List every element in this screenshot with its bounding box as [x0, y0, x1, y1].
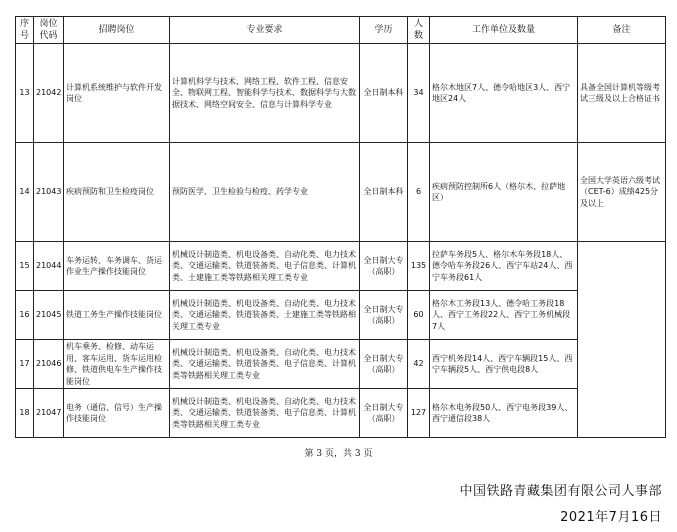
- cell-units: 格尔木工务段13人、德令哈工务段18人、西宁工务段22人、西宁工务机械段7人: [430, 291, 578, 340]
- header-seq: 序号: [16, 17, 34, 44]
- cell-seq: 16: [16, 291, 34, 340]
- cell-major: 预防医学、卫生检验与检疫、药学专业: [170, 143, 360, 242]
- table-row: [16, 340, 666, 389]
- issuing-organization: 中国铁路青藏集团有限公司人事部: [459, 484, 662, 499]
- header-units: 工作单位及数量: [430, 17, 578, 44]
- cell-post: 车务运转、车务调车、货运作业生产操作技能岗位: [64, 242, 170, 291]
- cell-seq: 14: [16, 143, 34, 242]
- header-post: 招聘岗位: [64, 17, 170, 44]
- cell-seq: 13: [16, 44, 34, 143]
- cell-count: 135: [408, 242, 430, 291]
- cell-code: 21042: [34, 44, 64, 143]
- cell-major: 机械设计制造类、机电设备类、自动化类、电力技术类、交通运输类、铁道装备类、电子信息类、计算机类等铁路相关理工类专业: [170, 340, 360, 389]
- cell-notes: [578, 242, 666, 438]
- header-edu: 学历: [360, 17, 408, 44]
- cell-edu: 全日制大专（高职）: [360, 242, 408, 291]
- cell-seq: 17: [16, 340, 34, 389]
- cell-code: 21043: [34, 143, 64, 242]
- cell-post: 电务（通信、信号）生产操作技能岗位: [64, 389, 170, 438]
- cell-post: 机车乘务、检修、动车运用、客车运用、货车运用检修、铁道供电车生产操作技能岗位: [64, 340, 170, 389]
- table-header-row: [16, 17, 666, 44]
- cell-edu: 全日制本科: [360, 44, 408, 143]
- cell-edu: 全日制大专（高职）: [360, 389, 408, 438]
- recruitment-table: [15, 16, 666, 438]
- cell-post: 计算机系统维护与软件开发岗位: [64, 44, 170, 143]
- cell-edu: 全日制大专（高职）: [360, 340, 408, 389]
- cell-edu: 全日制本科: [360, 143, 408, 242]
- cell-units: 西宁机务段14人、西宁车辆段15人、西宁车辆段5人、西宁供电段8人: [430, 340, 578, 389]
- cell-units: 格尔木电务段50人、西宁电务段39人、西宁通信段38人: [430, 389, 578, 438]
- table-row: [16, 291, 666, 340]
- cell-major: 计算机科学与技术、网络工程、软件工程、信息安全、物联网工程、智能科学与技术、数据科学与大数据技术、网络空间安全、信息与计算科学专业: [170, 44, 360, 143]
- cell-seq: 15: [16, 242, 34, 291]
- cell-code: 21046: [34, 340, 64, 389]
- cell-count: 6: [408, 143, 430, 242]
- cell-units: 拉萨车务段5人、格尔木车务段18人、德令哈车务段26人、西宁车站24人、西宁车务段61人: [430, 242, 578, 291]
- cell-count: 34: [408, 44, 430, 143]
- header-code: 岗位代码: [34, 17, 64, 44]
- cell-major: 机械设计制造类、机电设备类、自动化类、电力技术类、交通运输类、铁道装备类、电子信息类、计算机类等铁路相关理工类专业: [170, 389, 360, 438]
- cell-major: 机械设计制造类、机电设备类、自动化类、电力技术类、交通运输类、铁道装备类、土建施工类等铁路相关理工类专业: [170, 291, 360, 340]
- cell-seq: 18: [16, 389, 34, 438]
- issue-date: 2021年7月16日: [560, 510, 662, 525]
- cell-code: 21045: [34, 291, 64, 340]
- cell-edu: 全日制大专（高职）: [360, 291, 408, 340]
- cell-count: 60: [408, 291, 430, 340]
- cell-count: 127: [408, 389, 430, 438]
- cell-units: 疾病预防控制所6人（格尔木、拉萨地区）: [430, 143, 578, 242]
- cell-notes: 具备全国计算机等级考试三级及以上合格证书: [578, 44, 666, 143]
- cell-units: 格尔木地区7人、德令哈地区3人、西宁地区24人: [430, 44, 578, 143]
- cell-notes: 全国大学英语六级考试（CET-6）成绩425分及以上: [578, 143, 666, 242]
- table-row: [16, 242, 666, 291]
- table-row: [16, 389, 666, 438]
- table-row: [16, 143, 666, 242]
- cell-code: 21047: [34, 389, 64, 438]
- cell-major: 机械设计制造类、机电设备类、自动化类、电力技术类、交通运输类、铁道装备类、电子信息类、计算机类、土建施工类等铁路相关理工类专业: [170, 242, 360, 291]
- header-notes: 备注: [578, 17, 666, 44]
- page-number: 第 3 页，共 3 页: [304, 449, 373, 459]
- cell-post: 铁道工务生产操作技能岗位: [64, 291, 170, 340]
- header-major: 专业要求: [170, 17, 360, 44]
- header-count: 人数: [408, 17, 430, 44]
- cell-post: 疾病预防和卫生检疫岗位: [64, 143, 170, 242]
- cell-count: 42: [408, 340, 430, 389]
- cell-code: 21044: [34, 242, 64, 291]
- table-row: [16, 44, 666, 143]
